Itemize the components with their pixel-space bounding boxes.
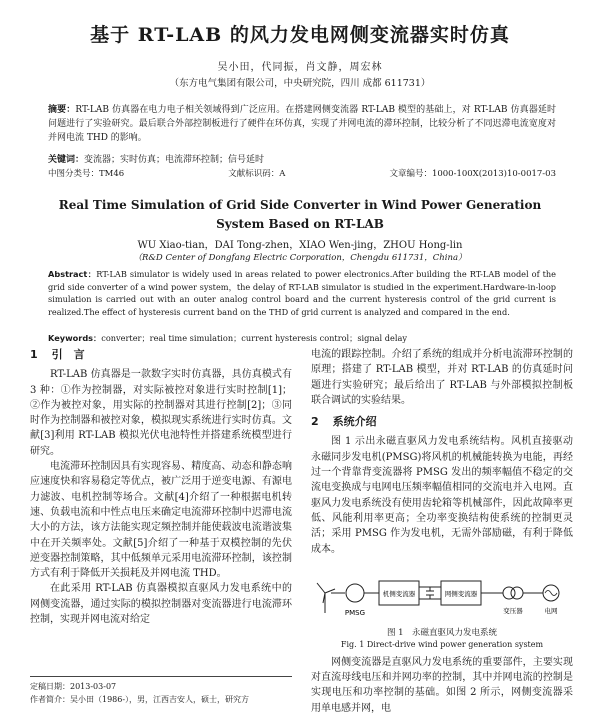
pmsg-label: PMSG <box>344 608 366 617</box>
keywords-en-label: Keywords： <box>48 333 102 343</box>
section-1-title: 引 言 <box>51 348 85 361</box>
abstract-en <box>48 268 556 318</box>
section-2-heading <box>311 414 573 429</box>
keywords-en <box>48 333 556 344</box>
transformer-icon <box>503 587 523 599</box>
figure-1-diagram <box>311 563 573 625</box>
grid-label: 电网 <box>544 606 558 615</box>
wind-turbine-icon <box>317 583 335 613</box>
affiliation-en: （R&D Center of Dongfang Electric Corporation，Chengdu 611731，China） <box>133 253 467 263</box>
classification-row <box>48 167 556 179</box>
keywords-cn-text: 变流器；实时仿真；电流滞环控制；信号延时 <box>84 155 265 165</box>
section-1-para-1: RT-LAB 仿真器是一款数字实时仿真器，具仿真模式有 3 种：①作为控制器，对实际被控对象进行实时控制[1]；②作为被控对象，用实际的控制器对其进行控制[2]；③同时作为控制器和被控对象，模拟现实系统进行实时仿真。文献[3]利用 RT-LAB 模拟光伏电池特性并搭建系统模型进行研究。 <box>30 369 292 457</box>
generator-converter-label: 机侧变流器 <box>382 589 416 598</box>
dc-capacitor-icon <box>426 587 434 599</box>
right-column <box>311 347 573 716</box>
figure-1-caption-en: Fig. 1 Direct-drive wind power generation system <box>340 639 544 649</box>
document-code: 文献标识码：A <box>228 169 286 179</box>
section-1-para-2: 电流滞环控制因具有实现容易、精度高、动态和静态响应速度快和容易稳定等优点，被广泛用于逆变电源、有源电力滤波、电机控制等场合。文献[4]介绍了一种根据电机转速、负载电流和中性点电压来确定电流滞环控制中迟滞电流大小的方法，该方法能实现定频控制并能使载波电流谐波集中在开关频率处。文献[5]介绍了一种基于双模控制的先伏逆变器控制策略，其中低频单元采用电流滞环控制，该控制方式有利于降低开关损耗及并网电流 THD。 <box>30 461 292 580</box>
figure-1-caption-cn: 图 1 永磁直驱风力发电系统 <box>386 627 498 638</box>
pmsg-generator-icon <box>346 584 364 602</box>
paper-title-cn: 基于 RT-LAB 的风力发电网侧变流器实时仿真 <box>90 24 510 46</box>
abstract-en-label: Abstract： <box>48 269 97 279</box>
clc-number: 中图分类号：TM46 <box>48 169 125 179</box>
section-2-title: 系统介绍 <box>332 415 377 429</box>
footnote <box>30 676 292 706</box>
author-introduction: 作者简介：吴小田（1986-），男，江西吉安人，硕士，研究方 <box>30 695 250 704</box>
affiliation-cn: （东方电气集团有限公司，中央研究院，四川 成都 611731） <box>169 78 431 89</box>
section-2-number: 2 <box>311 415 319 429</box>
authors-en: WU Xiao-tian，DAI Tong-zhen，XIAO Wen-jing，ZHOU Hong-lin <box>137 240 463 251</box>
authors-cn: 吴小田，代同振，肖文静，周宏林 <box>217 62 383 73</box>
transformer-label: 变压器 <box>503 606 523 615</box>
paper-title-en: Real Time Simulation of Grid Side Converter in Wind Power Generation System Based on RT-LAB <box>58 198 542 231</box>
left-column <box>30 347 292 627</box>
section-1-heading <box>30 347 292 362</box>
section-1-number: 1 <box>30 348 38 361</box>
section-2-para-1: 图 1 示出永磁直驱风力发电系统结构。风机直接驱动永磁同步发电机(PMSG)将风机的机械能转换为电能，再经过一个背靠背变流器将 PMSG 发出的频率幅值不稳定的交流电变换成与电网电压频率幅值相同的交流电并入电网。直驱风力发电系统没有使用齿轮箱等机械部件，因此故障率更低、风能利用率更高；全功率变换结构使系统的控制更灵活；采用 PMSG 作为发电机，无需外部励磁，有利于降低成本。 <box>311 436 573 555</box>
figure-1 <box>311 563 573 625</box>
section-1-para-3: 在此采用 RT-LAB 仿真器模拟直驱风力发电系统中的网侧变流器，通过实际的模拟控制器对变流器进行电流滞环控制，实现并网电流对给定 <box>30 583 292 626</box>
abstract-en-text: RT-LAB simulator is widely used in areas related to power electronics.After building the RT-LAB model of the grid side converter of a wind power system，the delay of RT-LAB simulator is studied in the experiment.Hardware-in-loop simulation is carried out with an outer analog control board and the current hysteresis control of the grid current is realized.The effect of hysteresis current band on the THD of grid current is analyzed and compared in the end. <box>48 269 556 317</box>
received-date: 定稿日期：2013-03-07 <box>30 682 117 691</box>
keywords-cn <box>48 152 556 165</box>
section-2-para-2: 网侧变流器是直驱风力发电系统的重要部件，主要实现对直流母线电压和并网功率的控制，其中并网电流的控制是实现电压和功率控制的基础。如图 2 所示，网侧变流器采用单电感并网，电 <box>311 656 573 714</box>
grid-converter-label: 网侧变流器 <box>444 589 478 598</box>
intro-continuation: 电流的跟踪控制。介绍了系统的组成并分析电流滞环控制的原理；搭建了 RT-LAB 模型，并对 RT-LAB 的仿真延时问题进行实验研究；最后给出了 RT-LAB 与外部模拟控制板联合调试的实验结果。 <box>311 349 573 406</box>
abstract-cn-text: RT-LAB 仿真器在电力电子相关领域得到广泛应用。在搭建网侧变流器 RT-LAB 模型的基础上，对 RT-LAB 仿真器延时问题进行了实验研究。最后联合外部控制板进行了硬件在环仿真，实现了并网电流的滞环控制，比较分析了不同迟滞电流宽度对并网电流 THD 的影响。 <box>48 105 556 143</box>
keywords-cn-label: 关键词： <box>48 155 85 165</box>
abstract-cn <box>48 103 556 145</box>
grid-icon <box>543 585 559 601</box>
article-id: 文章编号：1000-100X(2013)10-0017-03 <box>389 169 556 179</box>
keywords-en-text: converter；real time simulation；current hysteresis control；signal delay <box>101 333 407 343</box>
abstract-cn-label: 摘要： <box>48 105 76 115</box>
